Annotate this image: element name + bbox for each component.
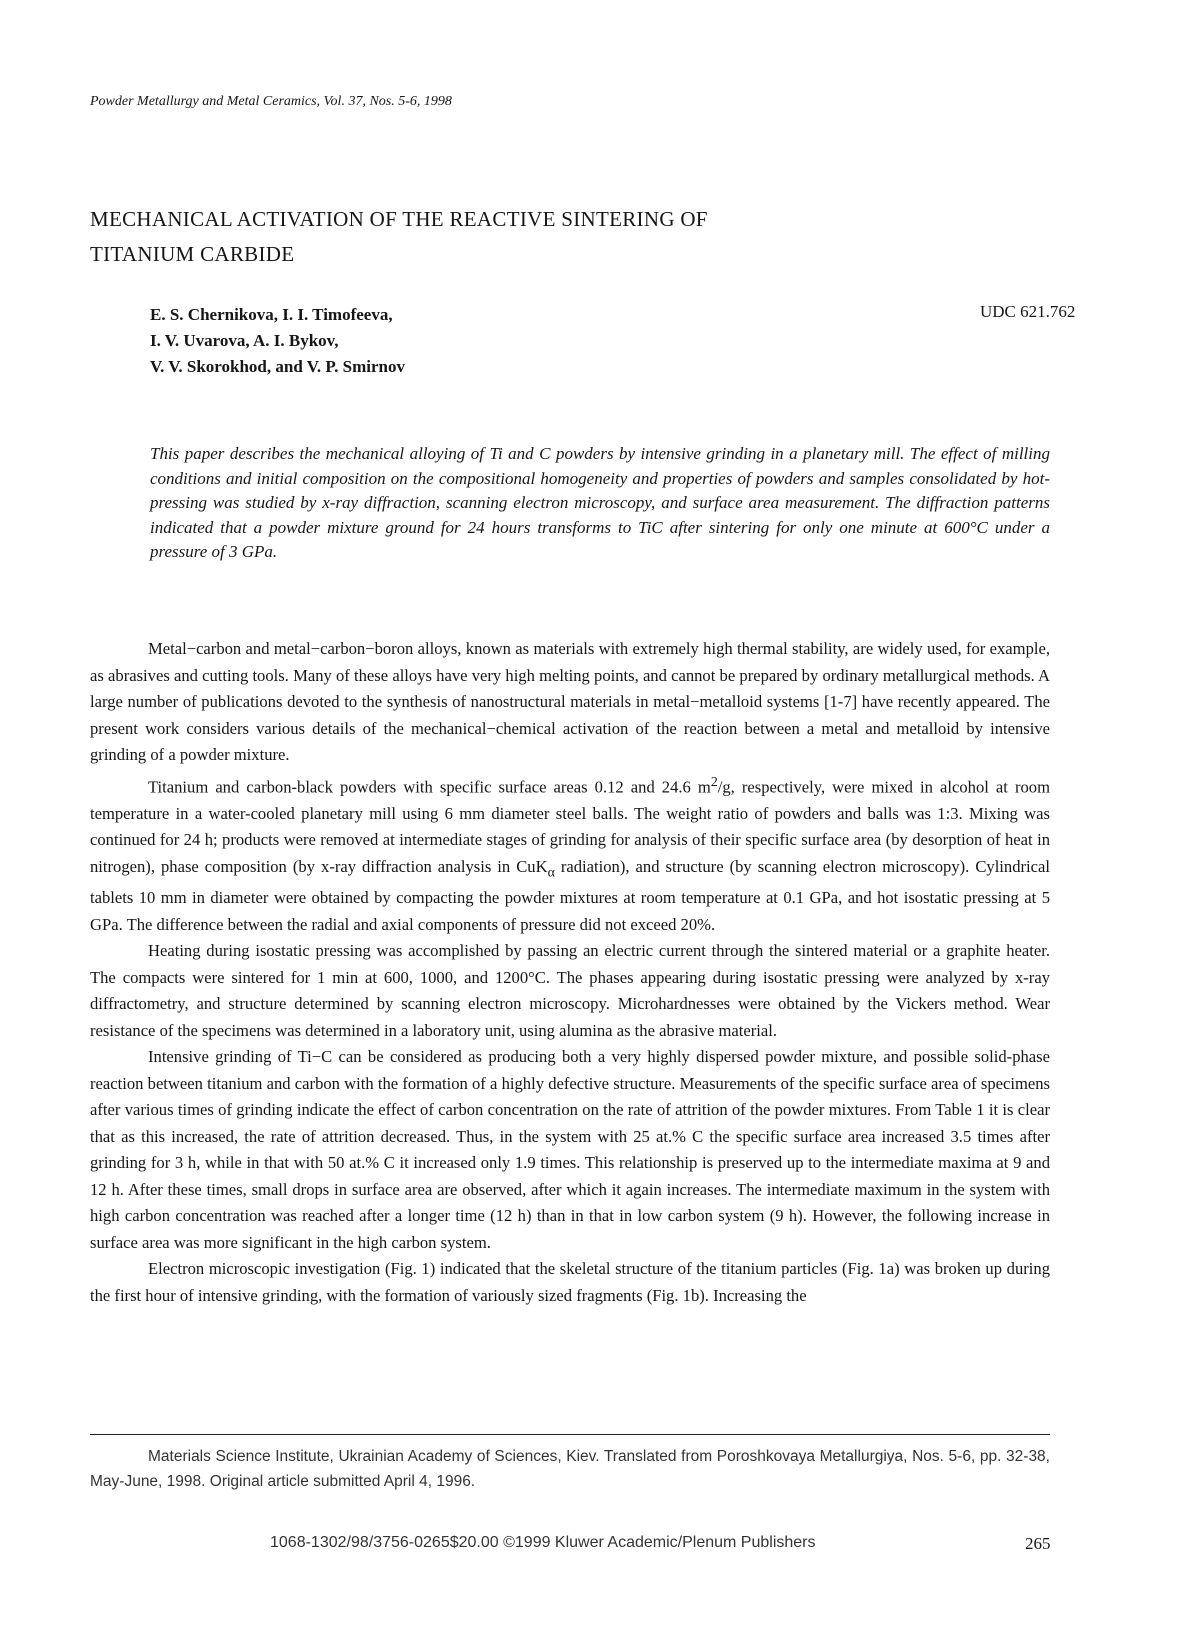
- page-number: 265: [1025, 1534, 1051, 1553]
- author-line-2: I. V. Uvarova, A. I. Bykov,: [150, 331, 339, 350]
- journal-header: Powder Metallurgy and Metal Ceramics, Vol. 37, Nos. 5-6, 1998: [90, 94, 452, 109]
- title-line-2: TITANIUM CARBIDE: [90, 242, 295, 266]
- udc-code: UDC 621.762: [980, 302, 1076, 321]
- article-title: [90, 202, 890, 272]
- abstract: This paper describes the mechanical alloying of Ti and C powders by intensive grinding in a planetary mill. The effect of milling conditions and initial composition on the compositional homogeneity and properties of powders and samples consolidated by hot-pressing was studied by x-ray diffraction, scanning electron microscopy, and surface area measurement. The diffraction patterns indicated that a powder mixture ground for 24 hours transforms to TiC after sintering for only one minute at 600°C under a pressure of 3 GPa.: [150, 444, 1050, 561]
- footnote: Materials Science Institute, Ukrainian Academy of Sciences, Kiev. Translated from Poroshkovaya Metallurgiya, Nos. 5-6, pp. 32-38, May-June, 1998. Original article submitted April 4, 1996.: [90, 1448, 1050, 1490]
- paragraph-4: Intensive grinding of Ti−C can be considered as producing both a very highly dispersed powder mixture, and possible solid-phase reaction between titanium and carbon with the formation of a highly defective structure. Measurements of the specific surface area of specimens after various times of grinding indicate the effect of carbon concentration on the rate of attrition of the powder mixtures. From Table 1 it is clear that as this increased, the rate of attrition decreased. Thus, in the system with 25 at.% C the specific surface area increased 3.5 times after grinding for 3 h, while in that with 50 at.% C it increased only 1.9 times. This relationship is preserved up to the intermediate maxima at 9 and 12 h. After these times, small drops in surface area are observed, after which it again increases. The intermediate maximum in the system with high carbon concentration was reached after a longer time (12 h) than in that in low carbon system (9 h). However, the following increase in surface area was more significant in the high carbon system.: [90, 1047, 1050, 1252]
- paragraph-5: Electron microscopic investigation (Fig. 1) indicated that the skeletal structure of the titanium particles (Fig. 1a) was broken up during the first hour of intensive grinding, with the formation of variously sized fragments (Fig. 1b). Increasing the: [90, 1259, 1050, 1305]
- author-line-3: V. V. Skorokhod, and V. P. Smirnov: [150, 357, 405, 376]
- article-body: [90, 636, 1050, 1309]
- footnote-divider: [90, 1434, 1050, 1435]
- title-line-1: MECHANICAL ACTIVATION OF THE REACTIVE SINTERING OF: [90, 207, 708, 231]
- publisher-code: 1068-1302/98/3756-0265$20.00 ©1999 Kluwer Academic/Plenum Publishers: [270, 1534, 816, 1551]
- paragraph-1: Metal−carbon and metal−carbon−boron alloys, known as materials with extremely high thermal stability, are widely used, for example, as abrasives and cutting tools. Many of these alloys have very high melting points, and cannot be prepared by ordinary metallurgical methods. A large number of publications devoted to the synthesis of nanostructural materials in metal−metalloid systems [1-7] have recently appeared. The present work considers various details of the mechanical−chemical activation of the reaction between a metal and metalloid by intensive grinding of a powder mixture.: [90, 639, 1050, 764]
- subscript-alpha: α: [547, 863, 555, 879]
- author-list: [150, 302, 405, 380]
- paragraph-3: Heating during isostatic pressing was accomplished by passing an electric current through the sintered material or a graphite heater. The compacts were sintered for 1 min at 600, 1000, and 1200°C. The phases appearing during isostatic pressing were analyzed by x-ray diffractometry, and structure determined by scanning electron microscopy. Microhardnesses were obtained by the Vickers method. Wear resistance of the specimens was determined in a laboratory unit, using alumina as the abrasive material.: [90, 941, 1050, 1040]
- author-line-1: E. S. Chernikova, I. I. Timofeeva,: [150, 305, 393, 324]
- paragraph-2: Titanium and carbon-black powders with specific surface areas 0.12 and 24.6 $m^2/g$, respectively, were mixed in alcohol at room temperature in a water-cooled planetary mill using 6 mm diameter steel balls. The weight ratio of powders and balls was 1:3. Mixing was continued for 24 h; products were removed at intermediate stages of grinding for analysis of their specific surface area (by desorption of heat in nitrogen), phase composition (by x-ray diffraction analysis in CuK$_\alpha$ radiation), and structure (by scanning electron microscopy). Cylindrical tablets 10 mm in diameter were obtained by compacting the powder mixtures at room temperature at 0.1 GPa, and hot isostatic pressing at 5 GPa. The difference between the radial and axial components of pressure did not exceed 20%.: [90, 773, 1050, 934]
- superscript-2: 2: [710, 773, 718, 789]
